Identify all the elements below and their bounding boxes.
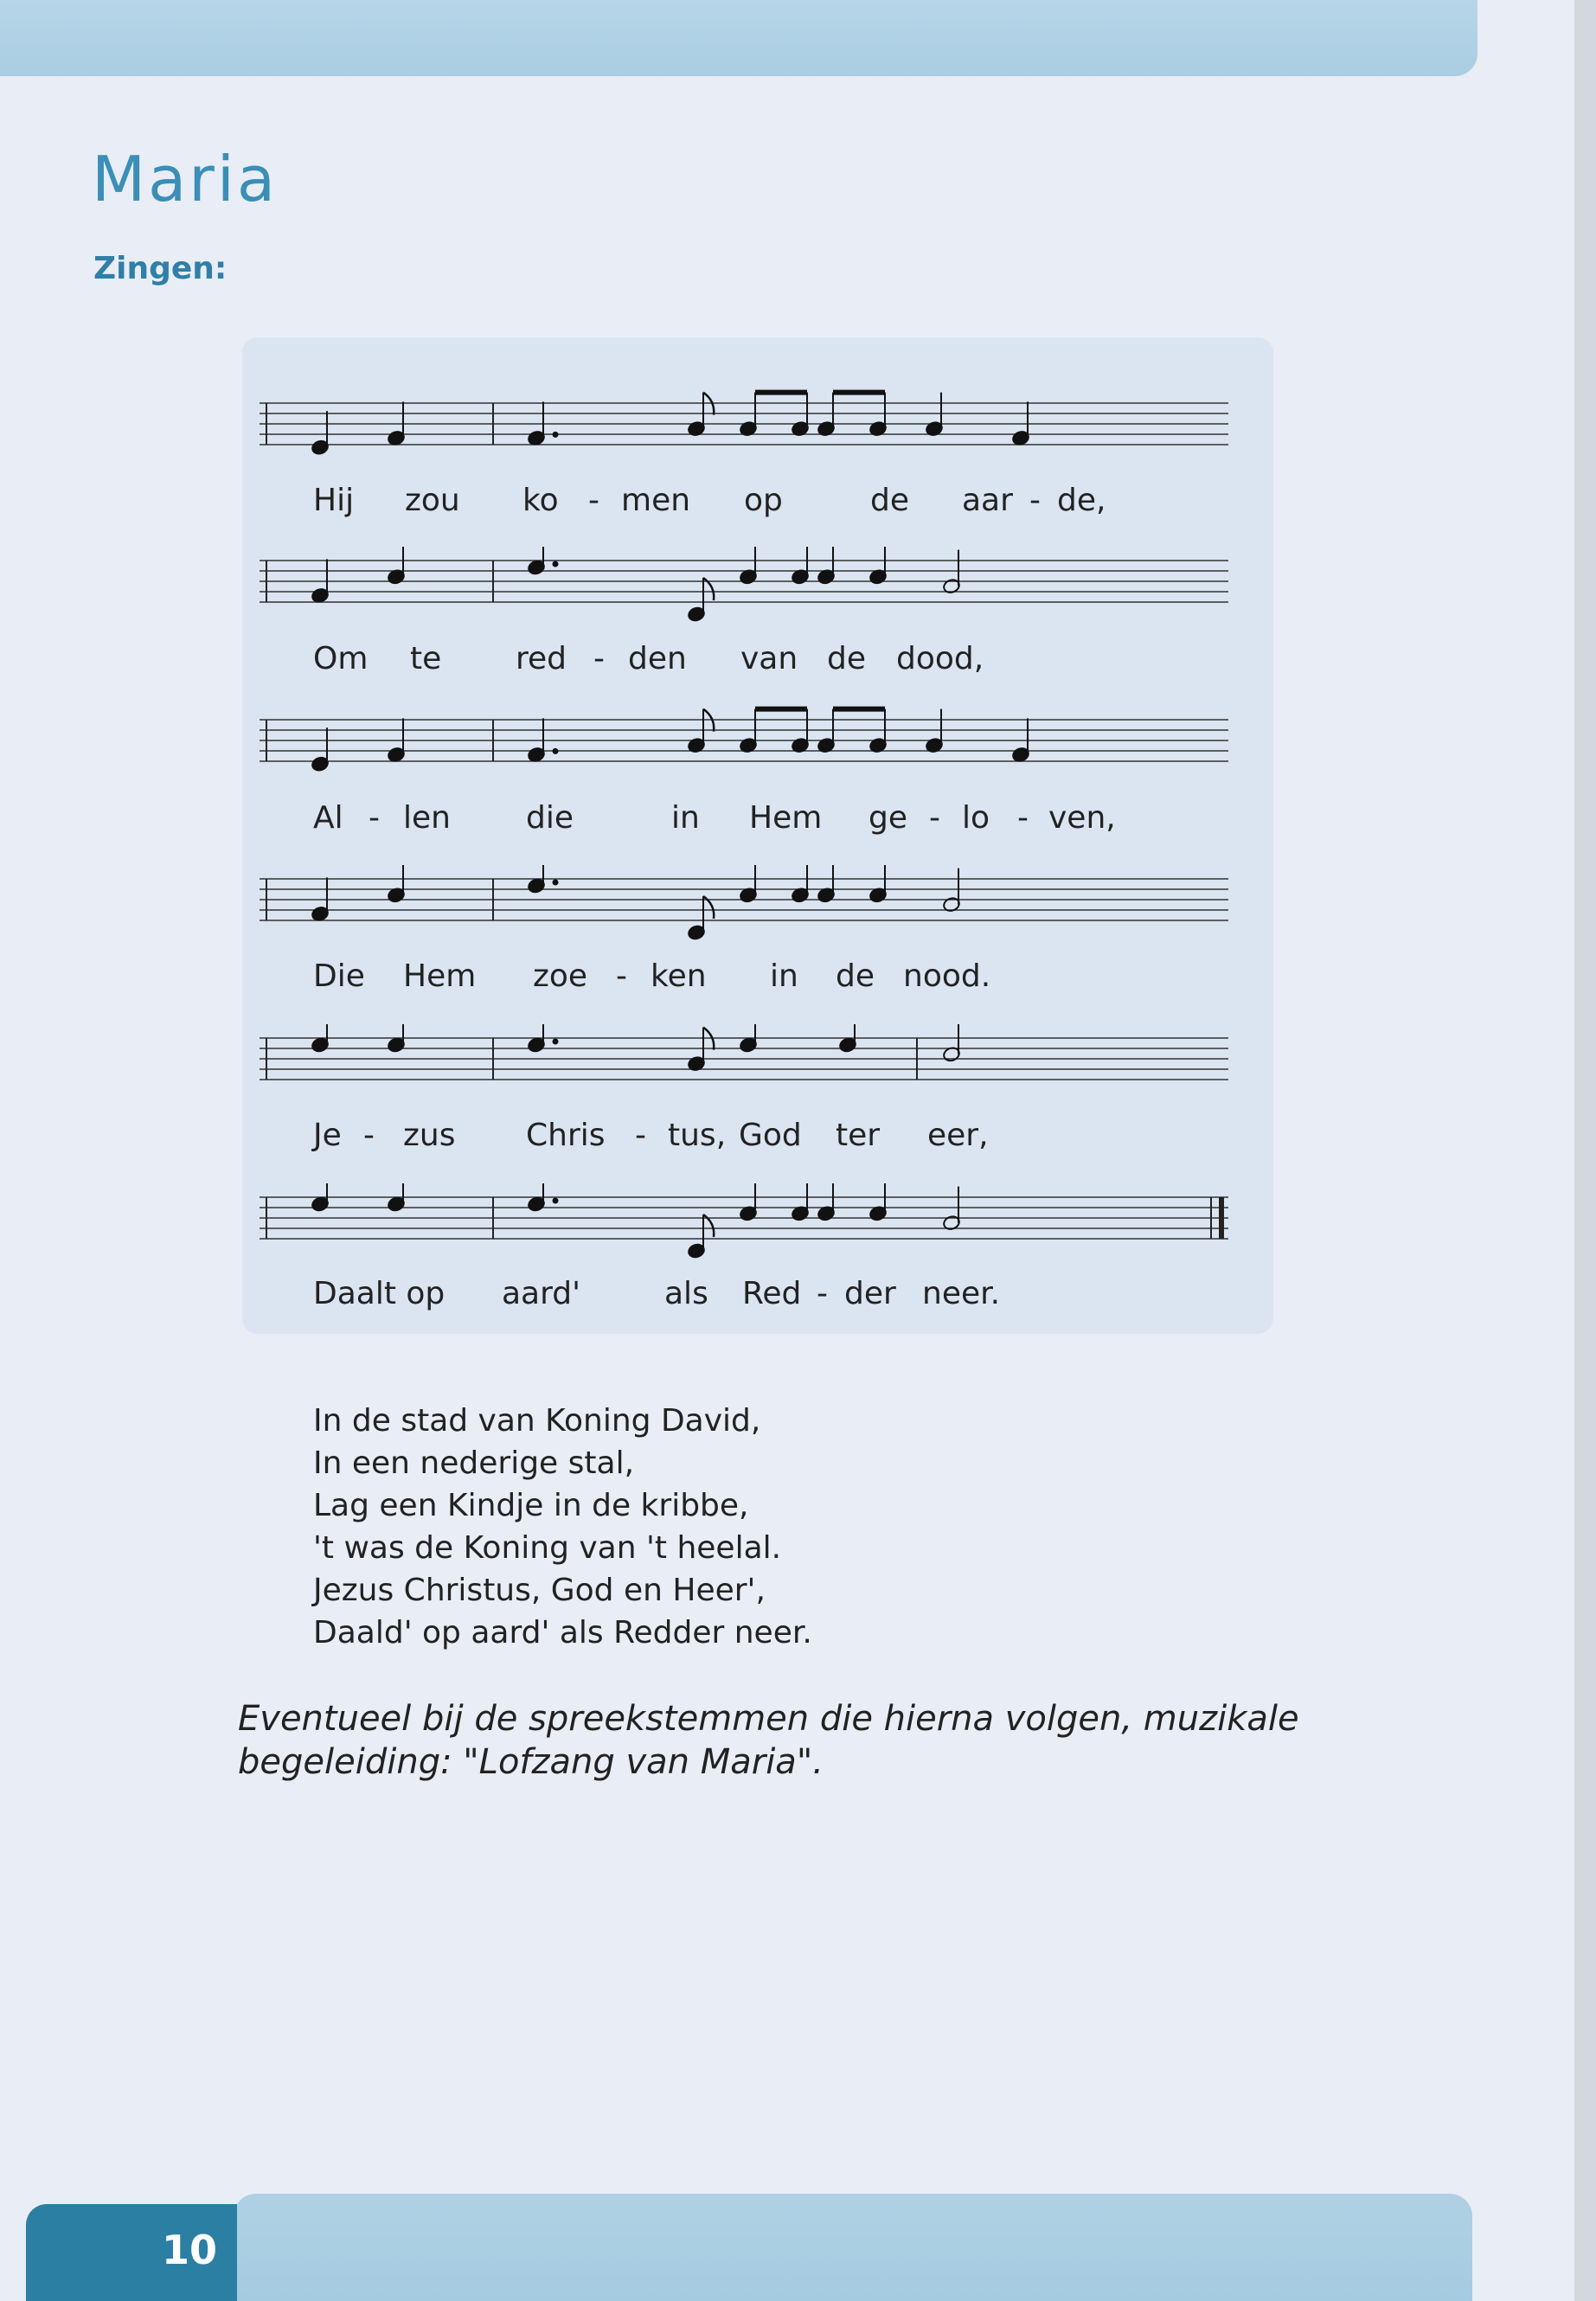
lyric-line [0,1276,1596,1319]
verse-line: In een nederige stal, [313,1445,635,1481]
lyric-syllable: ven, [1048,800,1116,836]
lyric-syllable: aard' [502,1276,581,1311]
lyric-syllable: zou [405,483,460,518]
footer-band [234,2194,1472,2301]
lyric-syllable: dood, [896,641,984,676]
verse-line: In de stad van Koning David, [313,1403,761,1439]
lyric-syllable: de [827,641,866,676]
lyric-line [0,483,1596,526]
header-band [0,0,1477,76]
lyric-syllable: in [770,958,798,994]
lyric-syllable: den [628,641,687,676]
lyric-syllable: op [744,483,783,518]
lyric-syllable: nood. [903,958,991,994]
lyric-syllable: - [369,800,380,836]
stage-direction: Eventueel bij de spreekstemmen die hierna volgen, muzikale begeleiding: "Lofzang van Maria". [238,1699,1299,1782]
lyric-syllable: men [621,483,691,518]
lyric-syllable: de, [1057,483,1106,518]
note-dot [553,561,559,567]
note-dot [553,432,559,438]
music-staff [260,865,1228,952]
verse-line: Daald' op aard' als Redder neer. [313,1615,812,1650]
lyric-syllable: - [588,483,599,518]
lyric-syllable: tus, [668,1118,727,1153]
lyric-syllable: - [817,1276,828,1311]
lyric-syllable: Hij [313,483,355,518]
note-dot [553,1039,559,1045]
lyric-syllable: - [635,1118,646,1153]
lyric-syllable: Daalt op [313,1276,445,1311]
lyric-syllable: de [836,958,875,994]
lyric-syllable: eer, [927,1118,989,1153]
lyric-line [0,641,1596,684]
lyric-syllable: len [403,800,451,836]
lyric-syllable: als [664,1276,708,1311]
lyric-syllable: in [671,800,700,836]
lyric-syllable: ge [869,800,907,836]
lyric-line [0,958,1596,1002]
section-label: Zingen: [93,251,228,286]
lyric-syllable: Al [313,800,343,836]
lyric-line [0,800,1596,843]
music-staff [260,1183,1228,1270]
lyric-syllable: Chris [526,1118,606,1153]
lyric-syllable: Om [313,641,369,676]
lyric-syllable: - [363,1118,375,1153]
lyric-syllable: - [1029,483,1041,518]
lyric-syllable: neer. [922,1276,1001,1311]
music-staff [260,706,1228,792]
lyric-syllable: Die [313,958,365,994]
lyric-syllable: der [844,1276,896,1311]
music-staff [260,389,1228,476]
lyric-line [0,1118,1596,1161]
lyric-syllable: - [1017,800,1029,836]
verse-text [313,1400,812,1654]
verse-line: 't was de Koning van 't heelal. [313,1530,782,1566]
note-dot [553,748,559,754]
lyric-syllable: - [593,641,605,676]
lyric-syllable: - [929,800,940,836]
lyric-syllable: ter [836,1118,881,1153]
lyric-syllable: Hem [749,800,823,836]
lyric-syllable: God [739,1118,802,1153]
lyric-syllable: die [526,800,574,836]
lyric-syllable: Red [742,1276,802,1311]
music-staff [260,1024,1228,1111]
verse-line: Lag een Kindje in de kribbe, [313,1488,749,1523]
lyric-syllable: aar [962,483,1013,518]
verse-line: Jezus Christus, God en Heer', [313,1573,766,1608]
lyric-syllable: zus [403,1118,456,1153]
lyric-syllable: Hem [403,958,477,994]
lyric-syllable: lo [962,800,990,836]
note-dot [553,880,559,886]
page-number: 10 [162,2227,218,2273]
lyric-syllable: Je [313,1118,342,1153]
lyric-syllable: red [516,641,567,676]
lyric-syllable: zoe [533,958,588,994]
lyric-syllable: de [870,483,909,518]
lyric-syllable: van [740,641,798,676]
lyric-syllable: - [616,958,627,994]
note-dot [553,1198,559,1204]
lyric-syllable: ken [651,958,707,994]
lyric-syllable: te [410,641,442,676]
lyric-syllable: ko [522,483,559,518]
music-staff [260,547,1228,633]
page-title: Maria [92,143,278,215]
